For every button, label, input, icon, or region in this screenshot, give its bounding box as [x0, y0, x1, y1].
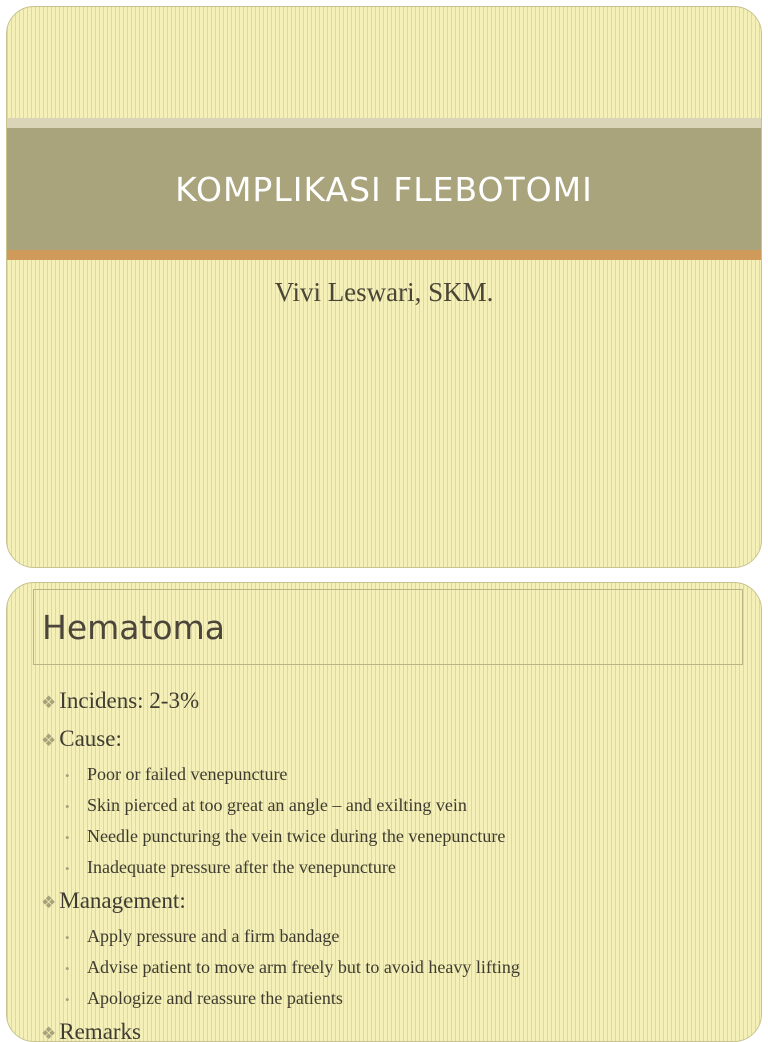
sub-list-item-text: Skin pierced at too great an angle – and exilting vein	[87, 795, 467, 815]
dot-icon: •	[65, 768, 70, 783]
slide-heading-box	[33, 589, 743, 665]
list-item-text: Management:	[59, 888, 186, 913]
sub-list-item-text: Apply pressure and a firm bandage	[87, 926, 340, 946]
title-slide	[6, 6, 762, 568]
sub-list-item	[65, 794, 741, 818]
sub-list-item	[65, 825, 741, 849]
dot-icon: •	[65, 992, 70, 1007]
sub-list-item-text: Advise patient to move arm freely but to avoid heavy lifting	[87, 957, 520, 977]
bullet-list	[41, 687, 741, 1042]
list-item-text: Incidens: 2-3%	[59, 688, 200, 713]
sub-list-item	[65, 856, 741, 880]
sub-list-item-text: Poor or failed venepuncture	[87, 764, 288, 784]
list-item	[41, 725, 741, 755]
dot-icon: •	[65, 961, 70, 976]
sub-list-item	[65, 925, 741, 949]
sub-list-item	[65, 763, 741, 787]
slide-heading: Hematoma	[42, 607, 225, 647]
list-item	[41, 687, 741, 717]
title-band-top-stripe	[7, 118, 761, 128]
list-item	[41, 1018, 741, 1042]
dot-icon: •	[65, 861, 70, 876]
list-item-text: Remarks	[59, 1019, 142, 1042]
list-item	[41, 887, 741, 917]
list-item-text: Cause:	[59, 726, 122, 751]
diamond-cluster-icon: ❖	[41, 731, 57, 750]
diamond-cluster-icon: ❖	[41, 693, 57, 712]
sub-list-item	[65, 956, 741, 980]
dot-icon: •	[65, 830, 70, 845]
sub-list-item	[65, 987, 741, 1011]
slide-title: KOMPLIKASI FLEBOTOMI	[175, 169, 593, 209]
content-slide	[6, 582, 762, 1042]
slide-subtitle: Vivi Leswari, SKM.	[274, 277, 494, 307]
dot-icon: •	[65, 930, 70, 945]
diamond-cluster-icon: ❖	[41, 893, 57, 912]
sub-list-item-text: Needle puncturing the vein twice during the venepuncture	[87, 826, 506, 846]
diamond-cluster-icon: ❖	[41, 1024, 57, 1042]
dot-icon: •	[65, 799, 70, 814]
title-band-accent-stripe	[7, 250, 761, 260]
sub-list-item-text: Apologize and reassure the patients	[87, 988, 343, 1008]
sub-list-item-text: Inadequate pressure after the venepuncture	[87, 857, 396, 877]
